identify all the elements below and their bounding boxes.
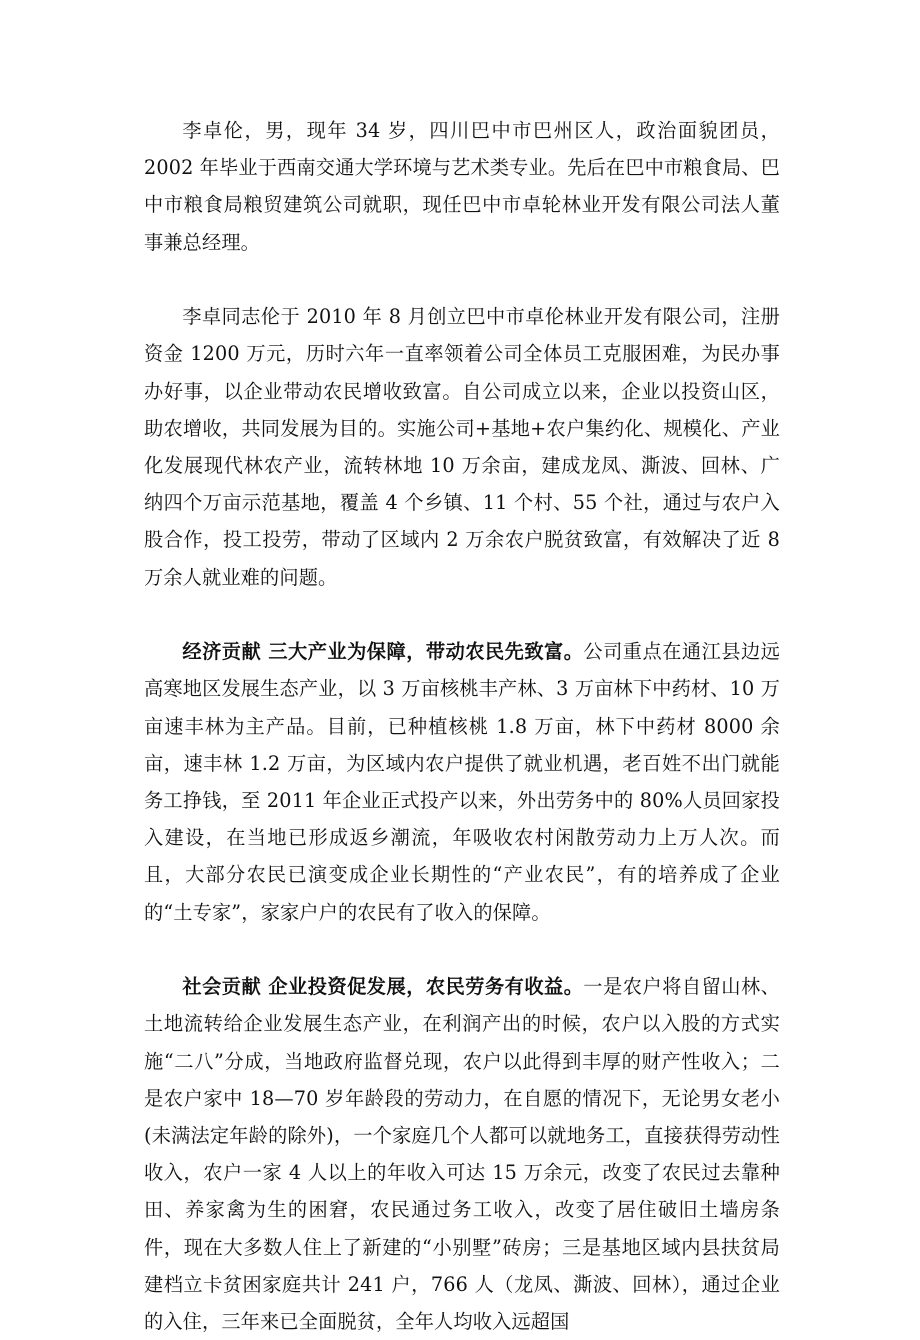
paragraph-economic-contribution xyxy=(144,633,780,931)
paragraph-lead-social: 社会贡献 企业投资促发展，农民劳务有收益。 xyxy=(182,975,584,999)
paragraph-text: 一是农户将自留山林、土地流转给企业发展生态产业，在利润产出的时候，农户以入股的方式实施“二八”分成，当地政府监督兑现，农户以此得到丰厚的财产性收入；二是农户家中 18—70 岁年龄段的劳动力，在自愿的情况下，无论男女老小(未满法定年龄的除外)，一个家庭几个人都可以就地务工，直接获得劳动性收入，农户一家 4 人以上的年收入可达 15 万余元，改变了农民过去靠种田、养家禽为生的困窘，农民通过务工收入，改变了居住破旧土墙房条件，现在大多数人住上了新建的“小别墅”砖房；三是基地区域内县扶贫局建档立卡贫困家庭共计 241 户，766 人（龙凤、澌波、回林），通过企业的入住，三年来已全面脱贫，全年人均收入远超国 xyxy=(144,975,780,1334)
paragraph-personal-profile xyxy=(144,112,780,261)
paragraph-social-contribution xyxy=(144,968,780,1340)
paragraph-text: 公司重点在通江县边远高寒地区发展生态产业，以 3 万亩核桃丰产林、3 万亩林下中药材、10 万亩速丰林为主产品。目前，已种植核桃 1.8 万亩，林下中药材 8000 余亩，速丰林 1.2 万亩，为区域内农户提供了就业机遇，老百姓不出门就能务工挣钱，至 2011 年企业正式投产以来，外出劳务中的 80%人员回家投入建设，在当地已形成返乡潮流，年吸收农村闲散劳动力上万人次。而且，大部分农民已演变成企业长期性的“产业农民”，有的培养成了企业的“土专家”，家家户户的农民有了收入的保障。 xyxy=(144,640,780,924)
paragraph-lead-economic: 经济贡献 三大产业为保障，带动农民先致富。 xyxy=(182,640,584,664)
paragraph-text: 李卓伦，男，现年 34 岁，四川巴中市巴州区人，政治面貌团员，2002 年毕业于西南交通大学环境与艺术类专业。先后在巴中市粮食局、巴中市粮食局粮贸建筑公司就职，现任巴中市卓轮林业开发有限公司法人董事兼总经理。 xyxy=(144,119,780,254)
document-body xyxy=(144,112,780,1340)
paragraph-company-founding xyxy=(144,298,780,596)
paragraph-text: 李卓同志伦于 2010 年 8 月创立巴中市卓伦林业开发有限公司，注册资金 1200 万元，历时六年一直率领着公司全体员工克服困难，为民办事办好事，以企业带动农民增收致富。自公司成立以来，企业以投资山区，助农增收，共同发展为目的。实施公司+基地+农户集约化、规模化、产业化发展现代林农产业，流转林地 10 万余亩，建成龙凤、澌波、回林、广纳四个万亩示范基地，覆盖 4 个乡镇、11 个村、55 个社，通过与农户入股合作，投工投劳，带动了区域内 2 万余农户脱贫致富，有效解决了近 8 万余人就业难的问题。 xyxy=(144,305,780,589)
